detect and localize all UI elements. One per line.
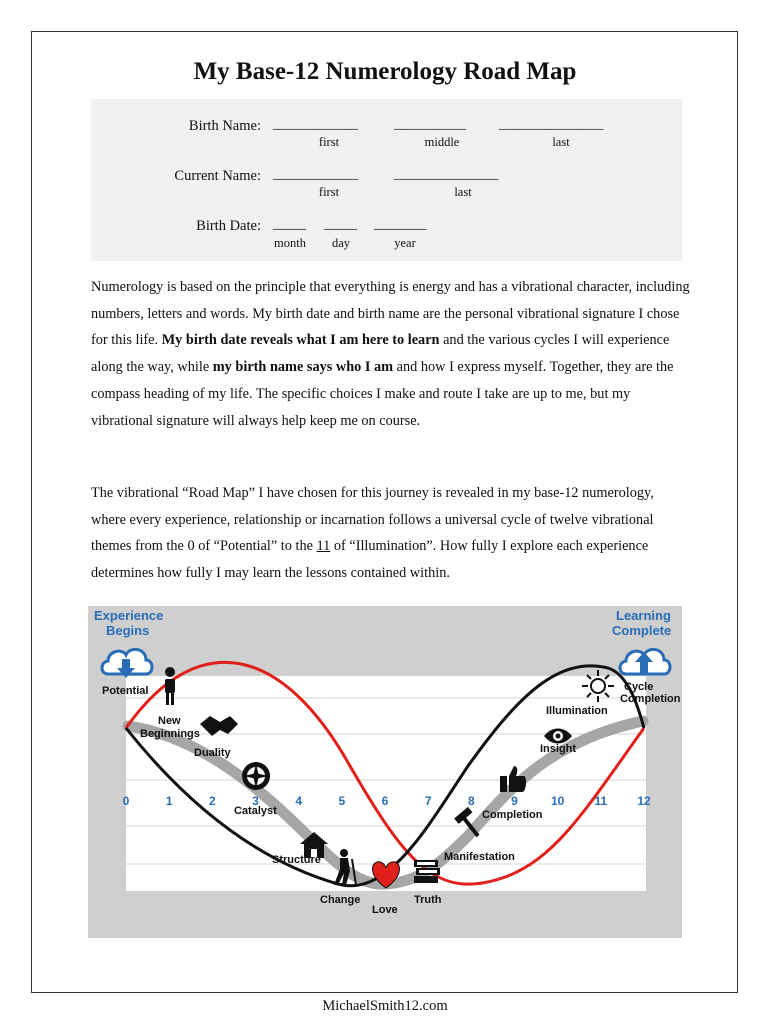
year-caption: year bbox=[394, 236, 416, 250]
axis-number-8: 8 bbox=[467, 794, 475, 808]
intro-paragraph bbox=[91, 274, 691, 434]
day-caption: day bbox=[331, 236, 351, 250]
page-title: My Base-12 Numerology Road Map bbox=[193, 58, 577, 85]
label-duality: Duality bbox=[194, 747, 231, 759]
label-cycle-completion: Completion bbox=[620, 693, 681, 705]
learning-label: Learning bbox=[616, 608, 671, 623]
begins-label: Begins bbox=[106, 623, 150, 638]
birth-month-field[interactable]: _____ bbox=[273, 217, 306, 232]
last-caption: last bbox=[454, 185, 472, 199]
birth-middle-name-field[interactable]: ___________ bbox=[394, 117, 466, 132]
footer-url[interactable]: MichaelSmith12.com bbox=[322, 998, 448, 1014]
cloud-upload-icon bbox=[620, 649, 670, 674]
intro-bold-2: my birth name says who I am bbox=[212, 359, 394, 376]
current-name-label: Current Name: bbox=[174, 168, 261, 184]
books-icon bbox=[414, 860, 440, 883]
axis-number-6: 6 bbox=[381, 794, 389, 808]
experience-label: Experience bbox=[94, 608, 164, 623]
intro-bold-1: My birth date reveals what I am here to learn bbox=[161, 332, 440, 349]
label-change: Change bbox=[320, 894, 361, 906]
current-last-name-field[interactable]: ________________ bbox=[394, 167, 498, 182]
intro-text-3: and how I express myself. Together, they are the compass heading of my life. The specific choices I make and route I take are up to me, but my vibrational signature will always help keep me on course. bbox=[91, 359, 674, 429]
month-caption: month bbox=[274, 236, 306, 250]
label-structure: Structure bbox=[272, 854, 321, 866]
label-manifestation: Manifestation bbox=[444, 851, 515, 863]
birth-first-name-field[interactable]: _____________ bbox=[273, 117, 358, 132]
axis-number-12: 12 bbox=[637, 794, 651, 808]
axis-number-5: 5 bbox=[338, 794, 346, 808]
label-truth: Truth bbox=[414, 894, 442, 906]
roadmap-underlined-number: 11 bbox=[316, 538, 331, 555]
first-caption: first bbox=[318, 185, 340, 199]
axis-number-2: 2 bbox=[208, 794, 216, 808]
last-caption: last bbox=[552, 135, 570, 149]
axis-number-3: 3 bbox=[252, 794, 259, 808]
label-cycle: Cycle bbox=[624, 681, 654, 693]
birth-day-field[interactable]: _____ bbox=[324, 217, 357, 232]
middle-caption: middle bbox=[424, 135, 460, 149]
axis-number-9: 9 bbox=[511, 794, 518, 808]
axis-number-10: 10 bbox=[550, 794, 565, 808]
birth-name-label: Birth Name: bbox=[188, 118, 261, 134]
complete-label: Complete bbox=[612, 623, 672, 638]
axis-number-4: 4 bbox=[295, 794, 303, 808]
axis-number-7: 7 bbox=[424, 794, 432, 808]
info-form bbox=[91, 99, 682, 261]
birth-last-name-field[interactable]: ________________ bbox=[499, 117, 603, 132]
axis-number-1: 1 bbox=[165, 794, 173, 808]
label-love: Love bbox=[372, 904, 398, 916]
compass-icon bbox=[242, 762, 270, 790]
road-map-diagram bbox=[88, 606, 682, 938]
label-catalyst: Catalyst bbox=[234, 805, 277, 817]
label-beginnings: Beginnings bbox=[140, 728, 200, 740]
roadmap-text-1: The vibrational “Road Map” I have chosen for this journey is revealed in my base-12 numerology, where every experience, relationship or incarnation follows a universal cycle of twelve vibrational themes from the 0 of “Potential” to the bbox=[91, 485, 654, 555]
intro-text-2: and the various cycles I will experience along the way, while bbox=[91, 332, 670, 376]
label-insight: Insight bbox=[540, 743, 577, 755]
axis-number-0: 0 bbox=[122, 794, 130, 808]
label-potential: Potential bbox=[102, 685, 149, 697]
roadmap-text-2: of “Illumination”. How fully I explore each experience determines how fully I may learn the lessons contained within. bbox=[91, 538, 649, 582]
axis-number-11: 11 bbox=[594, 794, 608, 808]
label-completion: Completion bbox=[482, 809, 543, 821]
intro-text-1: Numerology is based on the principle that everything is energy and has a vibrational character, including numbers, letters and words. My birth date and birth name are the personal vibrational signature I chose for this life. bbox=[91, 279, 690, 349]
roadmap-paragraph bbox=[91, 480, 691, 587]
label-illumination: Illumination bbox=[546, 705, 608, 717]
label-new: New bbox=[158, 715, 181, 727]
birth-date-label: Birth Date: bbox=[196, 218, 261, 234]
road-map-svg bbox=[88, 606, 682, 938]
cloud-download-icon bbox=[102, 649, 152, 678]
current-first-name-field[interactable]: _____________ bbox=[273, 167, 358, 182]
birth-year-field[interactable]: ________ bbox=[374, 217, 426, 232]
first-caption: first bbox=[318, 135, 340, 149]
